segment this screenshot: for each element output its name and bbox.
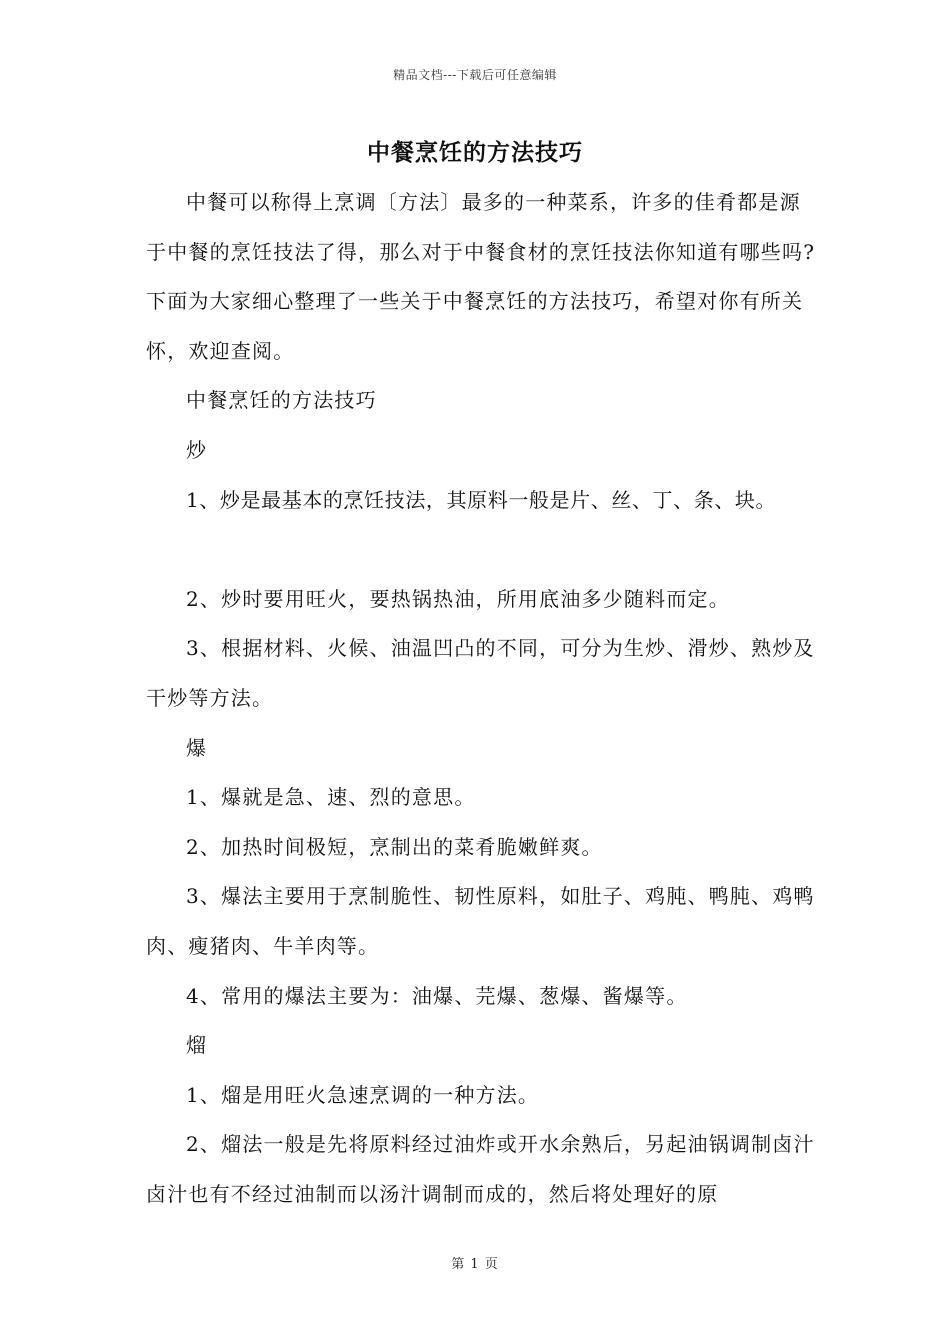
sauteed-point-2: 2、熘法一般是先将原料经过油炸或开水余熟后，另起油锅调制卤汁卤汁也有不经过油制而以汤汁调制而成的，然后将处理好的原 bbox=[146, 1132, 815, 1206]
section-heading-quick-fry: 爆 bbox=[186, 735, 208, 760]
stir-fry-point-1: 1、炒是最基本的烹饪技法，其原料一般是片、丝、丁、条、块。 bbox=[186, 487, 777, 512]
quick-fry-point-3: 3、爆法主要用于烹制脆性、韧性原料，如肚子、鸡肫、鸭肫、鸡鸭肉、瘦猪肉、牛羊肉等。 bbox=[146, 884, 815, 958]
header-note: 精品文档---下载后可任意编辑 bbox=[393, 68, 557, 82]
intro-paragraph: 中餐可以称得上烹调〔方法〕最多的一种菜系，许多的佳肴都是源于中餐的烹饪技法了得，那么对于中餐食材的烹饪技法你知道有哪些吗?下面为大家细心整理了一些关于中餐烹饪的方法技巧，希望对你有所关怀，欢迎查阅。 bbox=[146, 190, 816, 363]
section-heading-methods: 中餐烹饪的方法技巧 bbox=[186, 388, 377, 413]
stir-fry-point-3: 3、根据材料、火候、油温凹凸的不同，可分为生炒、滑炒、熟炒及干炒等方法。 bbox=[146, 636, 815, 710]
stir-fry-point-2: 2、炒时要用旺火，要热锅热油，所用底油多少随料而定。 bbox=[186, 586, 730, 611]
quick-fry-point-4: 4、常用的爆法主要为：油爆、芫爆、葱爆、酱爆等。 bbox=[186, 983, 688, 1008]
blank-line bbox=[146, 525, 818, 575]
quick-fry-point-1: 1、爆就是急、速、烈的意思。 bbox=[186, 785, 476, 810]
page-number: 第 1 页 bbox=[451, 1257, 499, 1272]
sauteed-point-1: 1、熘是用旺火急速烹调的一种方法。 bbox=[186, 1082, 540, 1107]
quick-fry-point-2: 2、加热时间极短，烹制出的菜肴脆嫩鲜爽。 bbox=[186, 834, 603, 859]
section-heading-stir-fry: 炒 bbox=[186, 437, 208, 462]
section-heading-sauteed: 熘 bbox=[186, 1033, 208, 1058]
document-body bbox=[146, 178, 818, 1219]
document-title: 中餐烹饪的方法技巧 bbox=[367, 139, 583, 166]
